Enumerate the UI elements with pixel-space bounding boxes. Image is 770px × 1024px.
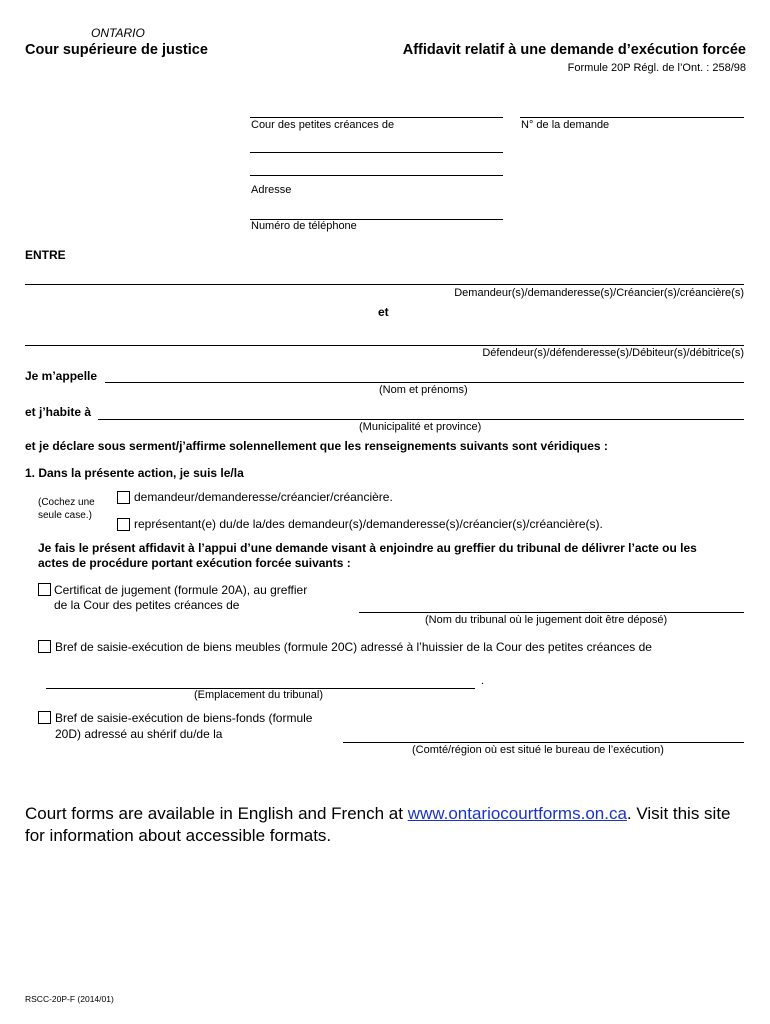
judgment-court-field[interactable]	[359, 597, 748, 613]
availability-notice	[25, 803, 731, 824]
defendant-label: Défendeur(s)/défenderesse(s)/Débiteur(s)/débitrice(s)	[482, 347, 744, 359]
section1-heading: 1. Dans la présente action, je suis le/la	[25, 466, 244, 480]
name-field[interactable]	[105, 367, 748, 383]
seizure-land-caption: (Comté/région où est situé le bureau de l’exécution)	[412, 744, 664, 756]
province-label: ONTARIO	[91, 26, 145, 40]
residence-caption: (Municipalité et province)	[359, 421, 482, 433]
form-title: Affidavit relatif à une demande d’exécution forcée	[402, 42, 746, 58]
defendant-field[interactable]	[25, 329, 748, 345]
oath-statement: et je déclare sous serment/j’affirme solennellement que les renseignements suivants sont véridiques :	[25, 439, 608, 453]
seizure-land-checkbox[interactable]	[38, 711, 51, 724]
judgment-line2: de la Cour des petites créances de	[54, 598, 240, 612]
judgment-line1: Certificat de jugement (formule 20A), au greffier	[54, 583, 308, 597]
representative-option-label: représentant(e) du/de la/des demandeur(s)/demanderesse(s)/créancier(s)/créancière(s).	[134, 517, 603, 531]
claim-number-field[interactable]	[520, 102, 748, 118]
seizure-personal-dot: .	[481, 675, 485, 687]
judgment-caption: (Nom du tribunal où le jugement doit être déposé)	[425, 614, 668, 626]
seizure-personal-field[interactable]	[46, 673, 479, 689]
form-reference: Formule 20P Régl. de l’Ont. : 258/98	[567, 62, 746, 74]
between-label: ENTRE	[25, 248, 66, 262]
claim-number-label: N° de la demande	[521, 119, 610, 131]
address-field[interactable]	[250, 160, 507, 176]
creditor-checkbox[interactable]	[117, 491, 130, 504]
seizure-land-field[interactable]	[343, 727, 748, 743]
address-line-1	[250, 152, 503, 153]
court-label: Cour des petites créances de	[251, 119, 395, 131]
residence-prompt: et j’habite à	[25, 405, 92, 419]
check-hint-line1: (Cochez une	[38, 497, 95, 508]
plaintiff-label: Demandeur(s)/demanderesse(s)/Créancier(s)/créancière(s)	[454, 287, 744, 299]
court-name: Cour supérieure de justice	[25, 42, 208, 58]
availability-line2: for information about accessible formats.	[25, 826, 332, 845]
representative-checkbox[interactable]	[117, 518, 130, 531]
seizure-land-line1: Bref de saisie-exécution de biens-fonds (formule	[55, 711, 313, 725]
phone-label: Numéro de téléphone	[251, 220, 357, 232]
purpose-line2: actes de procédure portant exécution forcée suivants :	[38, 556, 351, 570]
seizure-land-line2: 20D) adressé au shérif du/de la	[55, 727, 223, 741]
defendant-line	[25, 345, 744, 346]
judgment-checkbox[interactable]	[38, 583, 51, 596]
seizure-personal-label: Bref de saisie-exécution de biens meubles (formule 20C) adressé à l’huissier de la Cour des petites créances de	[55, 640, 652, 654]
seizure-personal-checkbox[interactable]	[38, 640, 51, 653]
phone-field[interactable]	[250, 204, 507, 220]
and-label: et	[378, 305, 389, 319]
creditor-option-label: demandeur/demanderesse/créancier/créancière.	[134, 490, 393, 504]
plaintiff-line	[25, 284, 744, 285]
form-code: RSCC-20P-F (2014/01)	[25, 994, 114, 1004]
name-prompt: Je m’appelle	[25, 369, 98, 383]
seizure-personal-caption: (Emplacement du tribunal)	[194, 689, 324, 701]
website-link[interactable]: www.ontariocourtforms.on.ca	[407, 804, 627, 823]
purpose-line1: Je fais le présent affidavit à l’appui d’une demande visant à enjoindre au greffier du tribunal de délivrer l’acte ou les	[38, 541, 697, 555]
address-label: Adresse	[251, 184, 292, 196]
availability-text-before: Court forms are available in English and French at	[25, 804, 408, 823]
residence-field[interactable]	[98, 404, 748, 420]
plaintiff-field[interactable]	[25, 268, 748, 284]
check-hint-line2: seule case.)	[38, 510, 92, 521]
court-field[interactable]	[250, 102, 507, 118]
name-caption: (Nom et prénoms)	[379, 384, 468, 396]
availability-text-after: . Visit this site	[626, 804, 731, 823]
